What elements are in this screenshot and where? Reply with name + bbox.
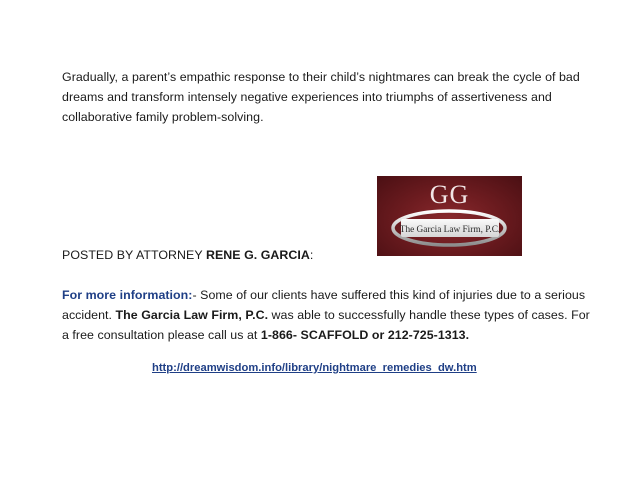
more-info-text-1: - Some of our clients have suffered this kind of injuries due to a serious accident. <box>62 288 586 322</box>
phone-numbers: 1-866- SCAFFOLD or 212-725-1313. <box>260 328 470 342</box>
attorney-name: RENE G. GARCIA <box>205 248 310 262</box>
logo-graphic <box>377 176 522 256</box>
posted-by-prefix: POSTED BY ATTORNEY <box>62 248 206 262</box>
logo-firm-name: The Garcia Law Firm, P.C. <box>399 225 501 235</box>
logo-monogram: GG <box>429 180 470 209</box>
intro-paragraph: Gradually, a parent’s empathic response to their child’s nightmares can break the cycle of bad dreams and transform intensely negative experiences into triumphs of assertiveness and collaborative family problem-solving. <box>62 70 580 124</box>
more-info-text-2: was able to successfully handle these types of cases. For a free consultation please call us at <box>62 308 590 342</box>
source-link[interactable]: http://dreamwisdom.info/library/nightmare_remedies_dw.htm <box>152 362 477 374</box>
more-information-paragraph <box>62 285 592 345</box>
garcia-law-firm-logo <box>377 176 522 256</box>
more-info-label: For more information: <box>62 288 193 302</box>
posted-by-line <box>62 245 582 265</box>
firm-name: The Garcia Law Firm, P.C. <box>115 308 269 322</box>
posted-by-suffix: : <box>309 248 314 262</box>
